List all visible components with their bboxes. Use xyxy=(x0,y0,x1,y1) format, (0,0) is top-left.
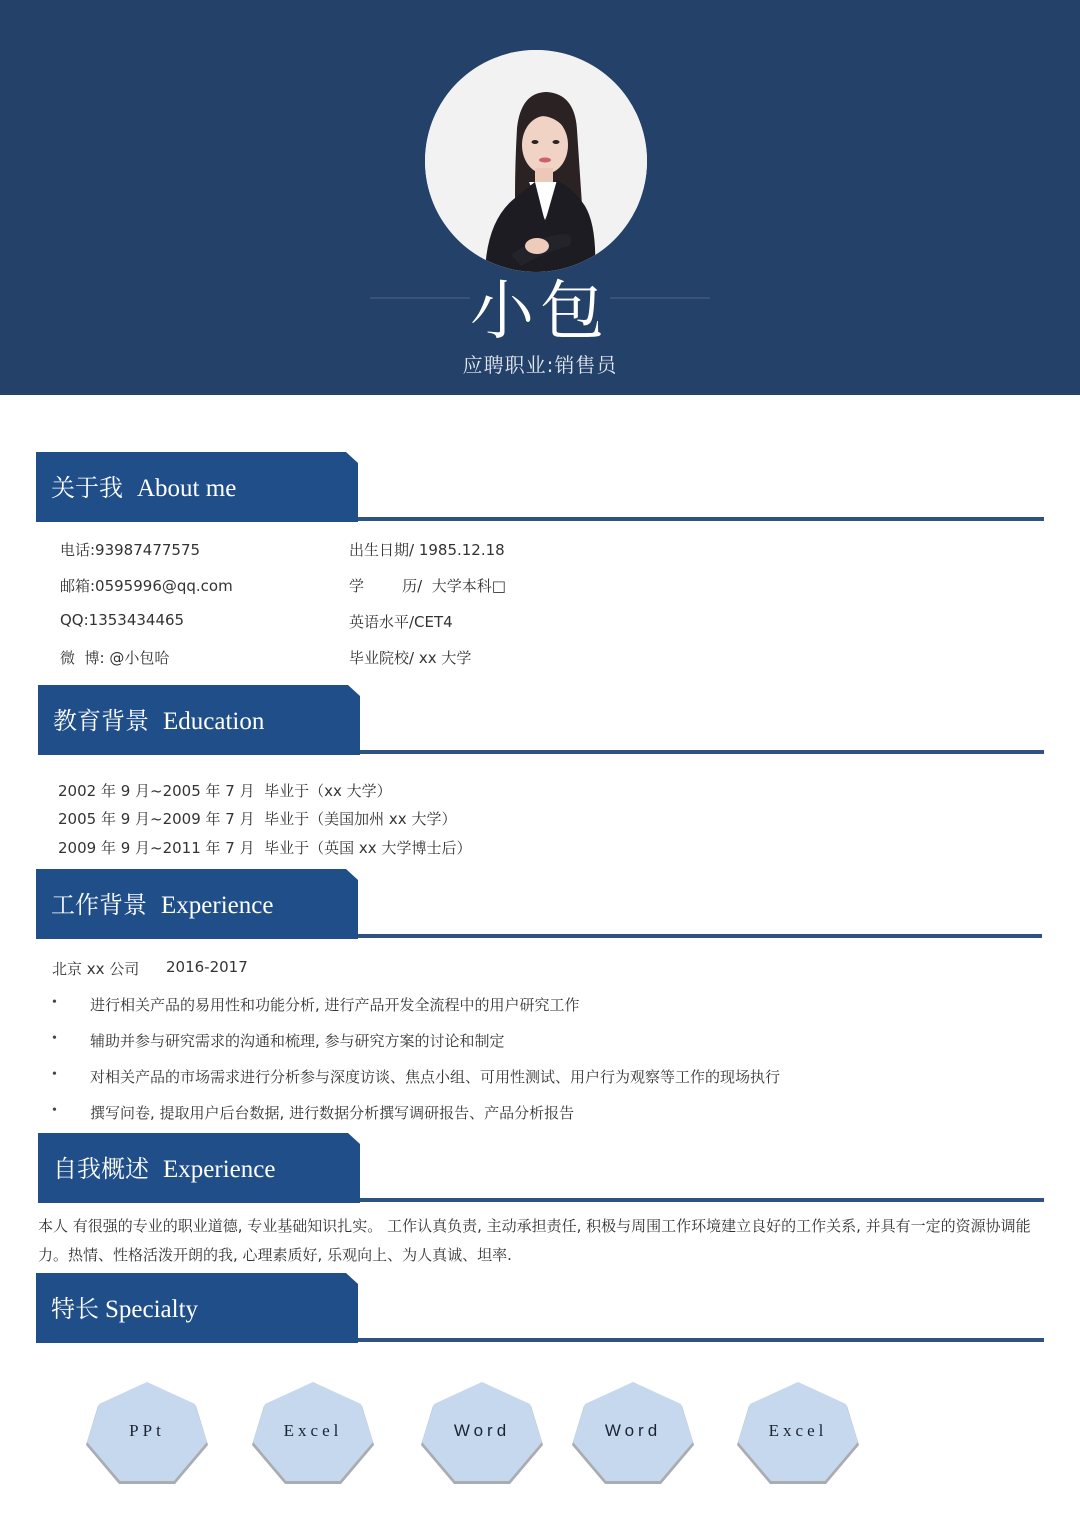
section-rule xyxy=(358,517,1044,521)
bullet-icon: • xyxy=(52,1103,57,1118)
section-header-summary xyxy=(38,1133,1044,1203)
skill-label: Word xyxy=(604,1421,662,1440)
birthdate-field: 出生日期/ 1985.12.18 xyxy=(349,541,505,559)
school-field: 毕业院校/ xx 大学 xyxy=(349,649,472,667)
section-header-about xyxy=(36,452,1044,522)
duty-item: 进行相关产品的易用性和功能分析, 进行产品开发全流程中的用户研究工作 xyxy=(90,996,580,1014)
section-title xyxy=(53,685,264,755)
avatar xyxy=(425,50,647,272)
skill-badge-excel xyxy=(734,1381,862,1487)
english-level-field: 英语水平/CET4 xyxy=(349,613,453,631)
company-name: 北京 xx 公司 xyxy=(52,960,140,978)
section-title-en: Education xyxy=(163,708,265,735)
section-header-education xyxy=(38,685,1044,755)
bullet-icon: • xyxy=(52,995,57,1010)
skill-badge-ppt xyxy=(83,1381,211,1487)
skill-label: Excel xyxy=(768,1421,828,1440)
skill-label: Word xyxy=(453,1421,511,1440)
skill-badge-excel xyxy=(249,1381,377,1487)
work-period: 2016-2017 xyxy=(166,958,248,976)
skill-badge-word xyxy=(418,1381,546,1487)
section-title-en: Specialty xyxy=(105,1296,199,1323)
weibo-field: 微 博: @小包哈 xyxy=(60,649,170,667)
skill-label: PPt xyxy=(129,1421,165,1440)
phone-field: 电话:93987477575 xyxy=(60,541,201,559)
degree-field: 学 历/ 大学本科□ xyxy=(349,577,506,595)
section-title-en: Experience xyxy=(163,1156,276,1183)
duty-item: 辅助并参与研究需求的沟通和梳理, 参与研究方案的讨论和制定 xyxy=(90,1032,505,1050)
email-field: 邮箱:0595996@qq.com xyxy=(60,577,233,595)
candidate-name: 小包 xyxy=(470,275,610,349)
resume-header xyxy=(0,0,1080,395)
duty-item: 对相关产品的市场需求进行分析参与深度访谈、焦点小组、可用性测试、用户行为观察等工作的现场执行 xyxy=(90,1068,781,1086)
qq-field: QQ:1353434465 xyxy=(60,611,185,629)
section-title-cn: 教育背景 xyxy=(53,707,149,735)
section-title-cn: 关于我 xyxy=(51,474,123,502)
portrait-photo-icon xyxy=(425,50,647,272)
section-rule xyxy=(358,934,1042,938)
duty-item: 撰写问卷, 提取用户后台数据, 进行数据分析撰写调研报告、产品分析报告 xyxy=(90,1104,575,1122)
job-title: 应聘职业:销售员 xyxy=(462,353,618,377)
education-entry: 2002 年 9 月~2005 年 7 月 毕业于（xx 大学） xyxy=(58,782,392,800)
section-rule xyxy=(360,1198,1044,1202)
section-title-cn: 自我概述 xyxy=(53,1155,149,1183)
education-entry: 2005 年 9 月~2009 年 7 月 毕业于（美国加州 xx 大学） xyxy=(58,810,457,828)
section-title-en: Experience xyxy=(161,892,274,919)
section-title xyxy=(53,1133,275,1203)
skill-badge-word xyxy=(569,1381,697,1487)
section-title-cn: 工作背景 xyxy=(51,891,147,919)
section-title-cn: 特长 xyxy=(51,1295,99,1323)
section-rule xyxy=(360,750,1044,754)
section-rule xyxy=(358,1338,1044,1342)
section-header-specialty xyxy=(36,1273,1044,1343)
section-title xyxy=(51,452,236,522)
skill-label: Excel xyxy=(283,1421,343,1440)
self-summary-text: 本人 有很强的专业的职业道德, 专业基础知识扎实。 工作认真负责, 主动承担责任, 积极与周围工作环境建立良好的工作关系, 并具有一定的资源协调能力。热情、性格活泼开朗的我, 心理素质好, 乐观向上、为人真诚、坦率. xyxy=(38,1217,1031,1264)
section-header-experience xyxy=(36,869,1042,939)
bullet-icon: • xyxy=(52,1067,57,1082)
section-title-en: About me xyxy=(137,475,237,502)
section-title xyxy=(51,1273,198,1343)
education-entry: 2009 年 9 月~2011 年 7 月 毕业于（英国 xx 大学博士后） xyxy=(58,839,472,857)
section-title xyxy=(51,869,273,939)
bullet-icon: • xyxy=(52,1031,57,1046)
